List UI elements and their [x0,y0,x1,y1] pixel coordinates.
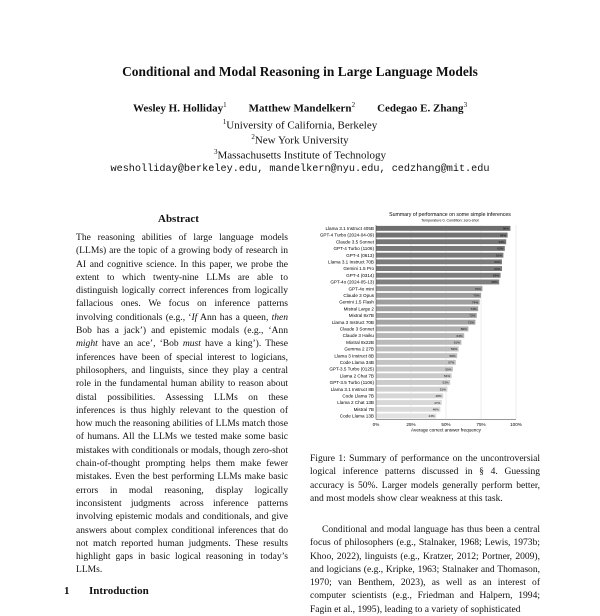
chart-data-label: 73% [470,306,477,311]
chart-bar [376,367,453,372]
chart-bar [376,273,501,278]
affiliation [0,118,600,132]
chart-category-label: Llama 3.1 Instruct 70B [328,259,374,265]
abstract-emphasis: If [191,311,198,323]
affiliation-text: New York University [254,134,349,147]
chart-category-label: GPT-4 Turbo (1106) [333,246,374,252]
abstract-segment: The reasoning abilities of large language models (LLMs) are the topic of a growing body of research in AI and cognitive science. In this paper, we probe the extent to which twenty-nine LLMs are able to distinguish logically correct inferences from logically fallacious ones. We focus on inference patterns involving conditionals (e.g., ‘ [76,232,288,323]
abstract-segment: Ann has a queen, [197,311,272,323]
chart-category-label: Llama 3 Instruct 70B [331,319,374,325]
chart-tick-label: 25% [406,421,416,427]
chart-bar [376,373,452,378]
abstract-emphasis: might [76,338,98,350]
chart-tick-label: 0% [372,421,380,427]
chart-category-label: GPT-3.5 Turbo (1106) [329,380,374,386]
chart-data-label: 89% [492,273,500,278]
chart-bar [376,239,506,244]
abstract-emphasis: must [182,338,201,350]
affiliation-text: University of California, Berkeley [226,119,378,132]
chart-data-label: 55% [445,367,452,372]
abstract-segment: have a king’). These inferences have been of special interest to logicians, philosophers, and linguists, since they play a central role in the fundamental human ability to reason about distal possibilities. Assessing LLMs on these inferences is thus highly relevant to the question of how much the reasoning abilities of LLMs match those of humans. All the LLMs we tested make some basic mistakes with conditionals or modals, though zero-shot chain-of-thought prompting helps them make fewer mistakes. Even the best performing LLMs make basic errors in modal reasoning, display logically inconsistent judgments across inference patterns involving epistemic modals and conditionals, and give answers about complex conditional inferences that do not match reported human judgments. These results highlight gaps in basic logical reasoning in today’s LLMs. [76,338,288,576]
section-title: Introduction [89,585,149,597]
chart-data-label: 76% [474,286,481,291]
chart-bar [376,293,481,298]
chart-data-label: 94% [499,233,507,238]
chart-tick-label: 50% [441,421,451,427]
author-list [0,101,600,115]
chart-bar [376,393,443,398]
chart-data-label: 63% [456,333,463,338]
abstract-emphasis: then [271,311,288,323]
author-name: Cedegao E. Zhang [377,102,464,115]
chart-category-label: GPT-4 (0314) [346,272,374,278]
chart-data-label: 96% [502,226,509,231]
chart-bar [376,253,503,258]
chart-category-label: Code Llama 34B [339,359,374,365]
author-name: Matthew Mandelkern [248,102,352,115]
chart-bar [376,286,482,291]
chart-category-label: Claude 3.5 Sonnet [335,239,374,245]
chart-category-label: Mixtral 8x22B [346,339,374,345]
chart-bar [376,387,447,392]
chart-bar [376,313,477,318]
author-mark: 2 [351,101,356,109]
chart-bar [376,259,502,264]
chart-category-label: Claude 3 Opus [343,292,374,298]
chart-bar [376,246,505,251]
chart-bar [376,347,459,352]
chart-data-label: 51% [439,387,446,392]
abstract-segment: have an ace’, ‘Bob [97,338,183,350]
chart-bar [376,333,464,338]
chart-data-label: 88% [491,280,498,285]
chart-data-label: 48% [435,394,442,399]
paper-title: Conditional and Modal Reasoning in Large Language Models [122,64,478,79]
chart-category-label: Mistral 7B [353,406,374,412]
abstract-segment: Bob has a jack’) and epistemic modals (e.g., ‘Ann [76,325,288,337]
chart-data-label: 61% [453,340,460,345]
chart-category-label: Gemma 2 27B [344,346,374,352]
figure-caption: Figure 1: Summary of performance on the uncontroversial logical inference patterns discussed in § 4. Guessing accuracy is 50%. Larger models generally perform better, and most models show clear weakness at this task. [310,453,540,504]
chart-data-label: 92% [497,246,504,251]
abstract-heading: Abstract [158,213,199,225]
chart-category-label: Llama 2 Chat 7B [339,373,374,379]
author-name: Wesley H. Holliday [132,102,224,115]
chart-category-label: GPT-4o mini [348,286,374,292]
chart-bar [376,380,450,385]
chart-category-label: Gemini 1.5 Pro [343,266,374,272]
chart-category-label: Claude 3 Sonnet [339,326,374,332]
chart-data-label: 54% [443,373,451,378]
chart-data-label: 47% [434,400,441,405]
chart-bar [376,353,457,358]
chart-data-label: 71% [467,320,474,325]
chart-bar [376,266,502,271]
chart-tick-label: 100% [510,421,522,427]
chart-data-label: 74% [471,300,479,305]
chart-title: Summary of performance on some simple inferences [389,212,511,218]
chart-data-label: 59% [450,347,458,352]
chart-bar [376,233,508,238]
body-paragraph: Conditional and modal language has thus been a central focus of philosophers (e.g., Stalnaker, 1968; Lewis, 1973b; Khoo, 2022), linguists (e.g., Kratzer, 2012; Portner, 2009), and logicians (e.g., Kripke, 1963; Stalnaker and Thomason, 1970; van Benthem, 2023), as well as an interest of computer scientists (e.g., Friedman and Halpern, 1994; Fagin et al., 1995), leading to a variety of sophisticated [310,524,540,615]
chart-category-label: Gemini 1.5 Flash [339,299,374,305]
chart-subtitle: Temperature 0, Condition: zero-shot [421,218,479,223]
author-mark: 3 [463,101,468,109]
chart-bar [376,340,461,345]
chart-data-label: 93% [498,239,505,244]
chart-data-label: 91% [495,253,502,258]
chart-bar [376,407,440,412]
performance-bar-chart [310,210,540,435]
affiliation-mark: 3 [213,148,218,156]
author-emails: wesholliday@berkeley.edu, mandelkern@nyu.edu, cedzhang@mit.edu [110,164,490,175]
chart-bar [376,280,499,285]
chart-bar [376,306,478,311]
chart-category-label: GPT-4 (0613) [346,252,374,258]
chart-category-label: GPT-4o (2024-05-13) [330,279,374,285]
chart-data-label: 75% [473,293,480,298]
chart-data-label: 46% [432,407,439,412]
chart-bar [376,360,456,365]
chart-category-label: Code Llama 7B [342,393,374,399]
abstract-text [76,231,288,577]
chart-category-label: Llama 3.1 Instruct 405B [325,225,374,231]
chart-bar [376,226,510,231]
chart-data-label: 72% [469,313,476,318]
affiliation [0,148,600,162]
chart-data-label: 57% [448,360,455,365]
section-heading-introduction [64,585,149,597]
affiliation-mark: 1 [222,118,227,126]
chart-bar [376,320,475,325]
chart-data-label: 58% [449,353,456,358]
chart-data-label: 53% [442,380,449,385]
chart-tick-label: 75% [476,421,486,427]
chart-category-label: Llama 3.1 Instruct 8B [330,386,374,392]
affiliation [0,133,600,147]
affiliation-text: Massachusetts Institute of Technology [217,149,387,162]
chart-bar [376,300,480,305]
chart-bar [376,326,468,331]
affiliation-mark: 2 [251,133,255,141]
chart-category-label: Claude 3 Haiku [342,333,374,339]
section-number: 1 [64,585,70,597]
chart-category-label: GPT-4 Turbo (2024-04-09) [319,232,374,238]
chart-category-label: Llama 2 Chat 13B [337,400,374,406]
chart-bar [376,400,442,405]
chart-category-label: Mixtral 8x7B [348,313,374,319]
chart-category-label: Llama 3 Instruct 8B [334,353,374,359]
chart-x-axis-label: Average correct answer frequency [411,427,481,433]
chart-category-label: Code Llama 13B [339,413,374,419]
chart-bar [376,414,436,419]
chart-category-label: GPT-3.5 Turbo (0125) [329,366,374,372]
chart-data-label: 66% [460,327,467,332]
chart-data-label: 90% [494,260,501,265]
chart-data-label: 90% [494,266,501,271]
chart-data-label: 43% [428,414,435,419]
chart-category-label: Mistral Large 2 [343,306,374,312]
author-mark: 1 [223,101,227,109]
